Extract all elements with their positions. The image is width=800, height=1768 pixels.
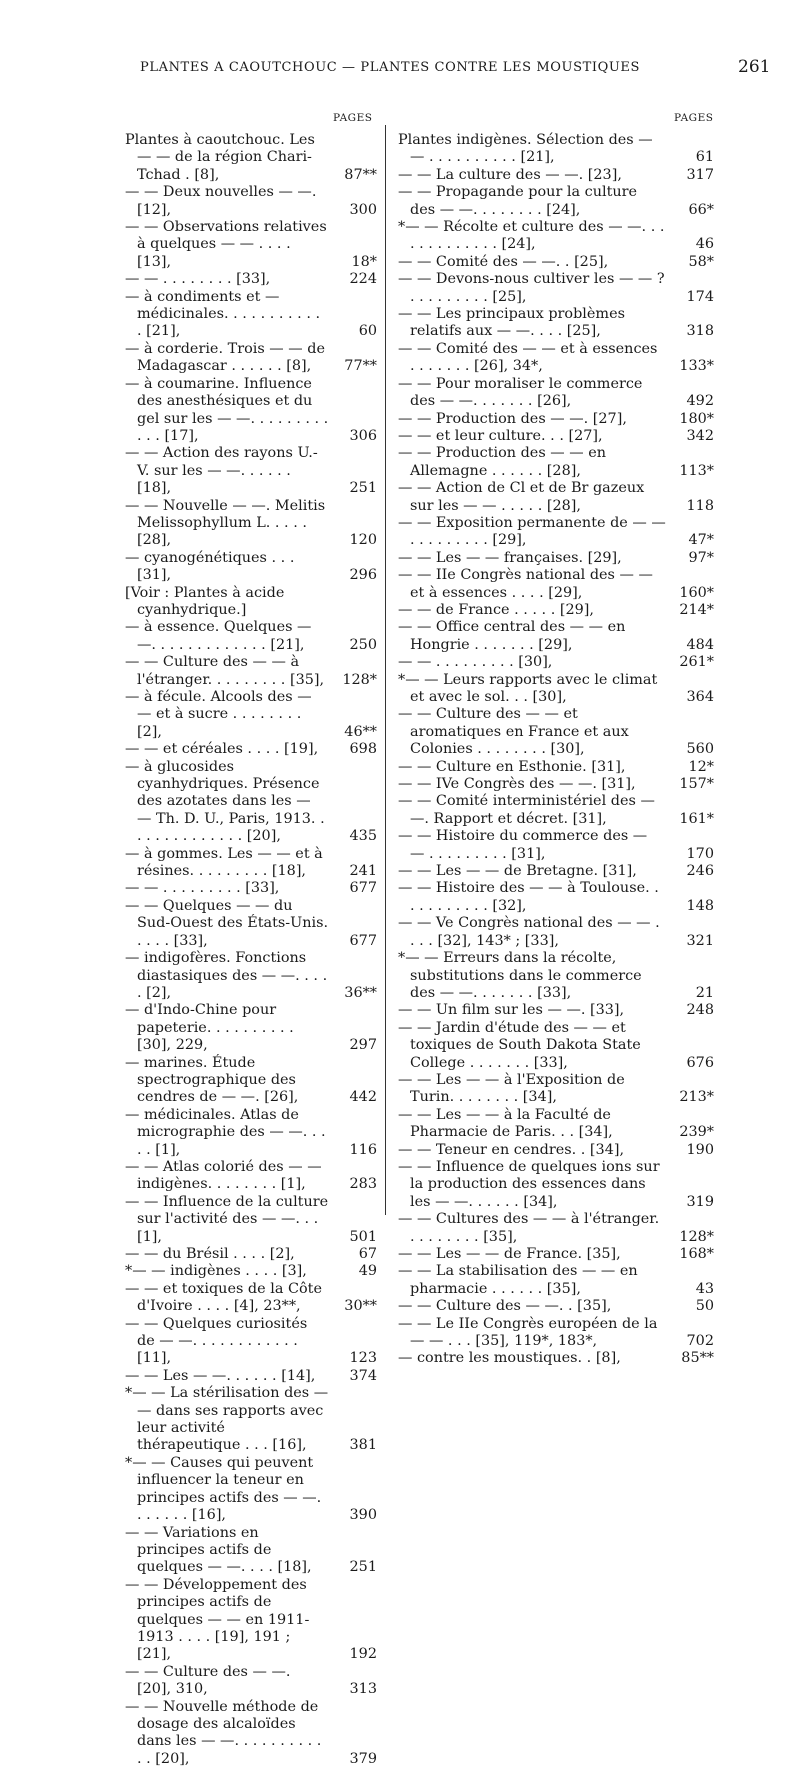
entry-page: 36** [344,984,377,1001]
index-entry [398,1159,714,1211]
entry-text: — — Développement des principes actifs de quelques — — en 1911-1913 . . . . [19], 191 ; [21], [125,1576,310,1663]
index-entry [125,759,377,846]
entry-text: — à gommes. Les — — et à résines. . . . . . . . . [18], [125,845,323,880]
index-entry [398,480,714,515]
entry-text: — médicinales. Atlas de micrographie des — —. . . . . [1], [125,1106,326,1158]
entry-text: — — Influence de quelques ions sur la production des essences dans les — —. . . . . . [34], [398,1158,660,1210]
index-entry [125,1368,377,1385]
entry-text: — — IIe Congrès national des — — et à essences . . . . [29], [398,567,653,601]
entry-page: 390 [349,1507,377,1524]
entry-page: 484 [686,636,714,653]
index-entry [398,167,714,184]
entry-text: — — Devons-nous cultiver les — — ? . . . . . . . . . [25], [398,271,665,305]
entry-page: 251 [349,1559,377,1576]
entry-text: — — Culture des — —. . [35], [398,1298,612,1315]
entry-page: 30** [344,1298,377,1315]
entry-text: — — Influence de la culture sur l'activité des — —. . . [1], [125,1193,329,1245]
entry-page: 317 [686,166,714,183]
index-entry [398,654,714,671]
index-entry [125,1002,377,1054]
entry-text: *— — indigènes . . . . [3], [125,1263,307,1280]
index-entry [398,219,714,254]
index-entry [398,1350,714,1367]
entry-text: — — IVe Congrès des — —. [31], [398,776,636,793]
entry-text: — à condiments et — médicinales. . . . . . . . . . . . [21], [125,288,321,340]
entry-page: 321 [686,932,714,949]
index-entry [125,1316,377,1368]
entry-page: 379 [349,1750,377,1767]
entry-page: 67 [358,1246,377,1262]
entry-text: — — Quelques — — du Sud-Ouest des États-Unis. . . . . [33], [125,897,329,949]
entry-text: — — Office central des — — en Hongrie . . . . . . . [29], [398,619,626,653]
index-entry [398,550,714,567]
entry-text: — — et leur culture. . . [27], [398,427,603,444]
entry-page: 364 [686,689,714,705]
index-entry [398,672,714,707]
entry-page: 677 [349,880,377,897]
entry-text: — — Deux nouvelles — —. [12], [125,184,317,218]
entry-page: 306 [349,427,377,444]
entry-page: 300 [349,201,377,218]
entry-text: — — Les — — à l'Exposition de Turin. . . . . . . . [34], [398,1071,625,1106]
entry-page: 113* [679,462,714,479]
entry-page: 239* [679,1124,714,1141]
entry-page: 77** [344,358,377,375]
entry-text: — — Culture des — —. [20], 310, [125,1663,291,1698]
entry-page: 501 [349,1228,377,1245]
entry-page: 174 [686,288,714,305]
entry-page: 12* [688,758,714,775]
entry-text: *— — Causes qui peuvent influencer la teneur en principes actifs des — —. . . . . . . [16], [125,1454,322,1524]
entry-page: 246 [686,863,714,880]
entry-text: — — du Brésil . . . . [2], [125,1246,295,1262]
index-entry [125,445,377,497]
entry-page: 50 [695,1298,714,1315]
entry-page: 319 [686,1193,714,1210]
entry-text: — cyanogénétiques . . . [31], [125,549,295,584]
index-entry [125,376,377,446]
index-entry [125,1664,377,1699]
entry-page: 87** [344,166,377,183]
entry-text: — — Comité des — — et à essences . . . . . . . [26], 34*, [398,340,658,375]
index-entry [398,793,714,828]
index-entry [125,1159,377,1194]
entry-text: — — Histoire du commerce des — — . . . . . . . . . [31], [398,828,648,862]
entry-text: — à corderie. Trois — — de Madagascar . . . . . . [8], [125,340,325,375]
index-entry [398,619,714,654]
index-entry [125,1263,377,1280]
index-entry [398,863,714,880]
entry-page: 190 [686,1141,714,1158]
entry-text: — d'Indo-Chine pour papeterie. . . . . . . . . . [30], 229, [125,1002,294,1054]
index-entry [125,950,377,1002]
entry-text: — indigofères. Fonctions diastasiques des — —. . . . . [2], [125,950,328,1001]
index-entry [125,498,377,550]
index-entry [398,271,714,306]
entry-text: — — Production des — — en Allemagne . . . . . . [28], [398,445,606,479]
entry-page: 58* [688,253,714,270]
index-entry [398,445,714,480]
index-entry [125,1194,377,1246]
entry-text: — — . . . . . . . . [33], [125,271,271,288]
entry-page: 85** [681,1350,714,1367]
index-entry [398,376,714,411]
entry-text: — — et céréales . . . . [19], [125,741,319,758]
index-entry [125,898,377,950]
entry-text: — contre les moustiques. . [8], [398,1350,621,1367]
index-entry [398,950,714,1002]
column-divider [385,125,386,1215]
index-entry [125,880,377,897]
entry-text: Plantes à caoutchouc. Les — — de la région Chari-Tchad . [8], [125,132,315,183]
index-entry [398,567,714,602]
entry-text: — — Atlas colorié des — — indigènes. . . . . . . . [1], [125,1158,322,1193]
entry-text: — à glucosides cyanhydriques. Présence des azotates dans les — — Th. D. U., Paris, 1913. . . . . . . . . . . . . . [20], [125,758,325,845]
entry-page: 118 [686,497,714,514]
entry-text: [Voir : Plantes à acide cyanhydrique.] [125,584,285,618]
entry-page: 560 [686,741,714,758]
entry-page: 66* [688,201,714,218]
entry-text: — — La stabilisation des — — en pharmacie . . . . . . [35], [398,1263,638,1297]
index-entry [398,132,714,167]
index-column-right [398,132,714,1368]
entry-page: 46** [344,723,377,740]
entry-text: — — Exposition permanente de — — . . . . . . . . . [29], [398,514,666,549]
entry-text: *— — Récolte et culture des — —. . . . . . . . . . . . . [24], [398,219,665,253]
entry-text: — marines. Étude spectrographique des cendres de — —. [26], [125,1054,299,1106]
index-entry [125,184,377,219]
entry-page: 128* [679,1228,714,1245]
entry-page: 297 [349,1037,377,1054]
index-column-left [125,132,377,1768]
entry-text: — — Culture des — — et aromatiques en France et aux Colonies . . . . . . . . [30], [398,706,629,758]
entry-page: 160* [679,584,714,601]
index-entry [398,706,714,758]
entry-page: 261* [679,654,714,671]
index-entry [125,1525,377,1577]
page-number: 261 [738,57,771,77]
entry-page: 283 [349,1176,377,1193]
index-entry [398,1211,714,1246]
entry-text: — — Comité des — —. . [25], [398,253,609,270]
entry-text: — — Les — — de Bretagne. [31], [398,863,637,880]
index-entry [398,341,714,376]
entry-text: — — Nouvelle méthode de dosage des alcaloïdes dans les — —. . . . . . . . . . . . [20], [125,1698,322,1767]
entry-page: 43 [695,1280,714,1297]
index-entry [398,828,714,863]
entry-text: — — Culture en Esthonie. [31], [398,758,626,775]
entry-page: 161* [679,810,714,827]
entry-text: — — Variations en principes actifs de quelques — —. . . . [18], [125,1524,312,1576]
entry-page: 342 [686,427,714,444]
pages-label-left: PAGES [333,112,373,124]
entry-text: — à fécule. Alcools des — — et à sucre . . . . . . . . [2], [125,689,312,740]
entry-page: 123 [349,1350,377,1367]
entry-page: 702 [686,1333,714,1350]
index-entry [398,184,714,219]
entry-text: — — Un film sur les — —. [33], [398,1002,625,1019]
index-entry [125,550,377,585]
entry-text: — — Les — — françaises. [29], [398,549,622,566]
entry-page: 381 [349,1437,377,1454]
index-entry [125,1385,377,1455]
entry-text: *— — La stérilisation des — — dans ses rapports avec leur activité thérapeutique . . . [16], [125,1385,329,1454]
index-entry [398,602,714,619]
index-entry [398,1107,714,1142]
entry-text: — — La culture des — —. [23], [398,166,622,183]
entry-text: — — Quelques curiosités de — —. . . . . . . . . . . . [11], [125,1315,308,1367]
index-entry [398,254,714,271]
index-entry [125,689,377,741]
entry-page: 248 [686,1002,714,1019]
entry-page: 224 [349,271,377,288]
entry-text: — — . . . . . . . . . [33], [125,880,280,897]
index-entry [398,1142,714,1159]
entry-text: — — Action de Cl et de Br gazeux sur les — — . . . . . [28], [398,480,645,514]
index-entry [398,1246,714,1263]
entry-page: 60 [358,323,377,340]
entry-page: 170 [686,845,714,862]
entry-text: — — Les principaux problèmes relatifs aux — —. . . . [25], [398,306,625,340]
index-entry [125,585,377,620]
entry-page: 492 [686,393,714,410]
index-entry [398,776,714,793]
entry-text: — — Nouvelle — —. Melitis Melissophyllum L. . . . . [28], [125,497,326,549]
index-entry [125,1577,377,1664]
entry-text: — — Le IIe Congrès européen de la — — . . . [35], 119*, 183*, [398,1315,658,1350]
entry-text: — — Action des rayons U.-V. sur les — —. . . . . . [18], [125,445,318,497]
index-entry [125,741,377,758]
index-entry [125,219,377,271]
index-entry [125,1699,377,1768]
entry-page: 49 [358,1263,377,1280]
entry-text: — à essence. Quelques — —. . . . . . . . . . . . . [21], [125,619,312,653]
index-entry [398,880,714,915]
index-entry [398,1072,714,1107]
entry-text: — — Les — — de France. [35], [398,1246,621,1262]
entry-text: — — Cultures des — — à l'étranger. . . . . . . . . [35], [398,1211,660,1245]
entry-page: 192 [349,1646,377,1663]
index-entry [125,1055,377,1107]
entry-page: 698 [349,741,377,758]
entry-page: 296 [349,567,377,584]
index-entry [398,915,714,950]
entry-page: 241 [349,863,377,880]
entry-text: — à coumarine. Influence des anesthésiques et du gel sur les — —. . . . . . . . . . . . [17], [125,375,329,444]
entry-page: 168* [679,1246,714,1262]
entry-page: 97* [688,549,714,566]
entry-page: 120 [349,532,377,549]
index-entry [398,759,714,776]
entry-page: 442 [349,1089,377,1106]
entry-page: 18* [351,253,377,270]
running-header: PLANTES A CAOUTCHOUC — PLANTES CONTRE LES MOUSTIQUES [140,60,640,75]
index-entry [398,411,714,428]
entry-page: 318 [686,323,714,340]
entry-text: — — Ve Congrès national des — — . . . . [32], 143* ; [33], [398,915,660,949]
entry-text: — — de France . . . . . [29], [398,601,594,618]
index-entry [398,428,714,445]
entry-page: 313 [349,1681,377,1698]
entry-text: — — Propagande pour la culture des — —. . . . . . . . [24], [398,184,638,218]
entry-page: 116 [349,1141,377,1158]
entry-text: *— — Erreurs dans la récolte, substitutions dans le commerce des — —. . . . . . . [33], [398,950,642,1001]
entry-text: — — Observations relatives à quelques — — . . . . [13], [125,219,327,270]
entry-text: — — et toxiques de la Côte d'Ivoire . . . . [4], 23**, [125,1280,322,1315]
entry-page: 180* [679,410,714,427]
index-entry [125,1455,377,1525]
index-entry [125,341,377,376]
index-entry [398,1298,714,1315]
entry-page: 61 [695,149,714,166]
entry-page: 21 [695,984,714,1001]
entry-page: 213* [679,1089,714,1106]
pages-label-right: PAGES [674,112,714,124]
entry-page: 157* [679,776,714,793]
index-entry [125,846,377,881]
index-entry [398,1263,714,1298]
index-entry [398,1316,714,1351]
index-entry [398,1020,714,1072]
index-entry [125,619,377,654]
index-entry [125,654,377,689]
entry-text: — — Jardin d'étude des — — et toxiques de South Dakota State College . . . . . . . [33], [398,1019,641,1071]
index-entry [398,1002,714,1019]
entry-page: 251 [349,480,377,497]
entry-text: — — Les — — à la Faculté de Pharmacie de Paris. . . [34], [398,1106,613,1141]
index-entry [398,306,714,341]
entry-text: — — Teneur en cendres. . [34], [398,1141,625,1158]
entry-page: 214* [679,601,714,618]
entry-text: — — Production des — —. [27], [398,410,627,427]
entry-text: *— — Leurs rapports avec le climat et avec le sol. . . [30], [398,671,658,705]
entry-text: — — Culture des — — à l'étranger. . . . . . . . . [35], [125,654,325,688]
entry-text: — — Les — —. . . . . . [14], [125,1367,316,1384]
entry-page: 435 [349,828,377,845]
entry-page: 133* [679,358,714,375]
index-entry [125,271,377,288]
entry-page: 128* [342,671,377,688]
entry-text: Plantes indigènes. Sélection des — — . . . . . . . . . . [21], [398,132,653,166]
entry-page: 250 [349,636,377,653]
entry-page: 148 [686,897,714,914]
index-entry [398,515,714,550]
entry-page: 676 [686,1054,714,1071]
index-entry [125,289,377,341]
entry-page: 677 [349,932,377,949]
index-entry [125,1107,377,1159]
entry-page: 46 [695,236,714,253]
entry-page: 374 [349,1367,377,1384]
index-entry [125,1281,377,1316]
entry-text: — — Histoire des — — à Toulouse. . . . . . . . . . . [32], [398,880,659,914]
entry-text: — — . . . . . . . . . [30], [398,654,553,671]
index-entry [125,132,377,184]
entry-page: 47* [688,532,714,549]
entry-text: — — Pour moraliser le commerce des — —. . . . . . . [26], [398,375,643,410]
index-entry [125,1246,377,1263]
entry-text: — — Comité interministériel des — —. Rapport et décret. [31], [398,793,655,827]
